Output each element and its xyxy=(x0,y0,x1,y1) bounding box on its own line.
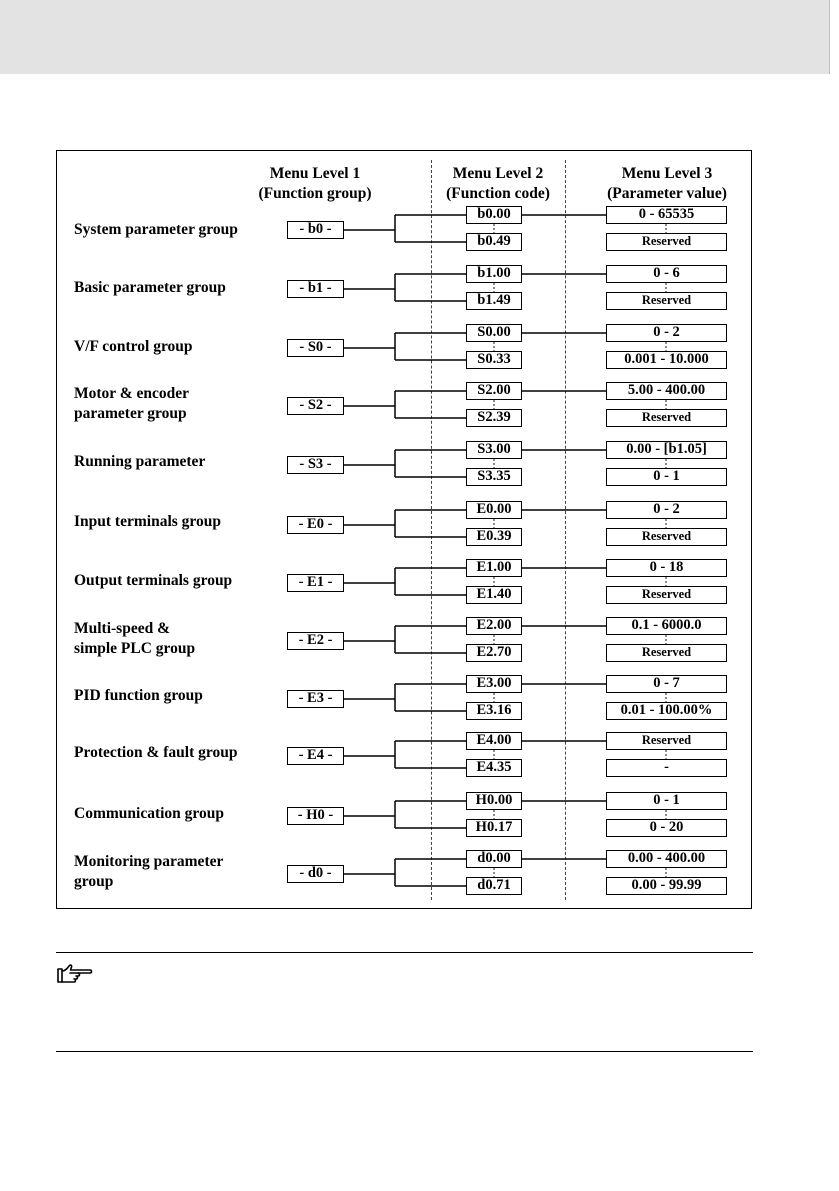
function-group-code: - E4 - xyxy=(287,747,344,765)
function-code-last: E3.16 xyxy=(466,702,522,720)
function-code-first: d0.00 xyxy=(466,850,522,868)
parameter-value-last: 0.001 - 10.000 xyxy=(606,351,727,369)
header-level2-title: Menu Level 2 xyxy=(452,165,544,182)
pointing-hand-icon xyxy=(56,963,96,985)
function-code-first: S3.00 xyxy=(466,441,522,459)
parameter-value-last: 0 - 20 xyxy=(606,819,727,837)
parameter-value-first: 5.00 - 400.00 xyxy=(606,382,727,400)
parameter-value-last: Reserved xyxy=(606,528,727,546)
function-code-last: d0.71 xyxy=(466,877,522,895)
parameter-value-last: Reserved xyxy=(606,292,727,310)
function-code-first: b1.00 xyxy=(466,265,522,283)
group-label: Output terminals group xyxy=(74,572,233,589)
parameter-value-last: Reserved xyxy=(606,644,727,662)
function-code-first: E1.00 xyxy=(466,559,522,577)
function-code-last: E0.39 xyxy=(466,528,522,546)
function-code-first: E3.00 xyxy=(466,675,522,693)
function-code-first: b0.00 xyxy=(466,206,522,224)
header-level3-subtitle: (Parameter value) xyxy=(607,185,727,202)
parameter-value-last: Reserved xyxy=(606,409,727,427)
function-code-first: E4.00 xyxy=(466,732,522,750)
parameter-value-first: 0 - 65535 xyxy=(606,206,727,224)
parameter-value-first: 0.1 - 6000.0 xyxy=(606,617,727,635)
group-label: Basic parameter group xyxy=(74,279,226,296)
function-group-code: - E0 - xyxy=(287,516,344,534)
parameter-value-last: - xyxy=(606,759,727,777)
function-group-code: - S2 - xyxy=(287,397,344,415)
header-level2-subtitle: (Function code) xyxy=(446,185,550,202)
group-label: Protection & fault group xyxy=(74,744,238,761)
group-label: V/F control group xyxy=(74,338,193,355)
parameter-value-last: Reserved xyxy=(606,233,727,251)
note-top-rule xyxy=(56,952,753,953)
group-label: Input terminals group xyxy=(74,513,221,530)
parameter-value-first: 0 - 2 xyxy=(606,324,727,342)
parameter-value-first: 0.00 - [b1.05] xyxy=(606,441,727,459)
function-code-first: S2.00 xyxy=(466,382,522,400)
parameter-value-first: Reserved xyxy=(606,732,727,750)
parameter-value-first: 0 - 6 xyxy=(606,265,727,283)
function-group-code: - S3 - xyxy=(287,456,344,474)
parameter-value-last: 0 - 1 xyxy=(606,468,727,486)
parameter-value-last: 0.00 - 99.99 xyxy=(606,877,727,895)
parameter-value-first: 0 - 2 xyxy=(606,501,727,519)
function-code-first: E0.00 xyxy=(466,501,522,519)
function-group-code: - S0 - xyxy=(287,339,344,357)
function-code-last: S2.39 xyxy=(466,409,522,427)
parameter-value-first: 0.00 - 400.00 xyxy=(606,850,727,868)
function-group-code: - d0 - xyxy=(287,865,344,883)
function-group-code: - b0 - xyxy=(287,221,344,239)
group-label: PID function group xyxy=(74,687,203,704)
function-code-last: b0.49 xyxy=(466,233,522,251)
function-code-last: S3.35 xyxy=(466,468,522,486)
note-bottom-rule xyxy=(56,1051,753,1052)
parameter-value-first: 0 - 18 xyxy=(606,559,727,577)
function-code-last: E1.40 xyxy=(466,586,522,604)
function-group-code: - E2 - xyxy=(287,632,344,650)
function-group-code: - H0 - xyxy=(287,807,344,825)
group-label: System parameter group xyxy=(74,221,238,238)
group-label: Motor & encoder parameter group xyxy=(74,385,190,422)
function-code-last: E4.35 xyxy=(466,759,522,777)
function-code-first: S0.00 xyxy=(466,324,522,342)
function-code-last: E2.70 xyxy=(466,644,522,662)
group-label: Monitoring parameter group xyxy=(74,853,224,890)
parameter-value-last: 0.01 - 100.00% xyxy=(606,702,727,720)
parameter-value-first: 0 - 1 xyxy=(606,792,727,810)
header-level1-title: Menu Level 1 xyxy=(269,165,361,182)
function-group-code: - b1 - xyxy=(287,280,344,298)
group-label: Running parameter xyxy=(74,453,206,470)
group-label: Multi-speed & simple PLC group xyxy=(74,620,196,657)
function-group-code: - E3 - xyxy=(287,690,344,708)
header-level1-subtitle: (Function group) xyxy=(258,185,372,202)
group-label: Communication group xyxy=(74,805,224,822)
function-code-first: H0.00 xyxy=(466,792,522,810)
parameter-value-last: Reserved xyxy=(606,586,727,604)
function-code-last: S0.33 xyxy=(466,351,522,369)
header-level3-title: Menu Level 3 xyxy=(621,165,713,182)
function-code-last: H0.17 xyxy=(466,819,522,837)
function-group-code: - E1 - xyxy=(287,574,344,592)
function-code-last: b1.49 xyxy=(466,292,522,310)
function-code-first: E2.00 xyxy=(466,617,522,635)
parameter-value-first: 0 - 7 xyxy=(606,675,727,693)
